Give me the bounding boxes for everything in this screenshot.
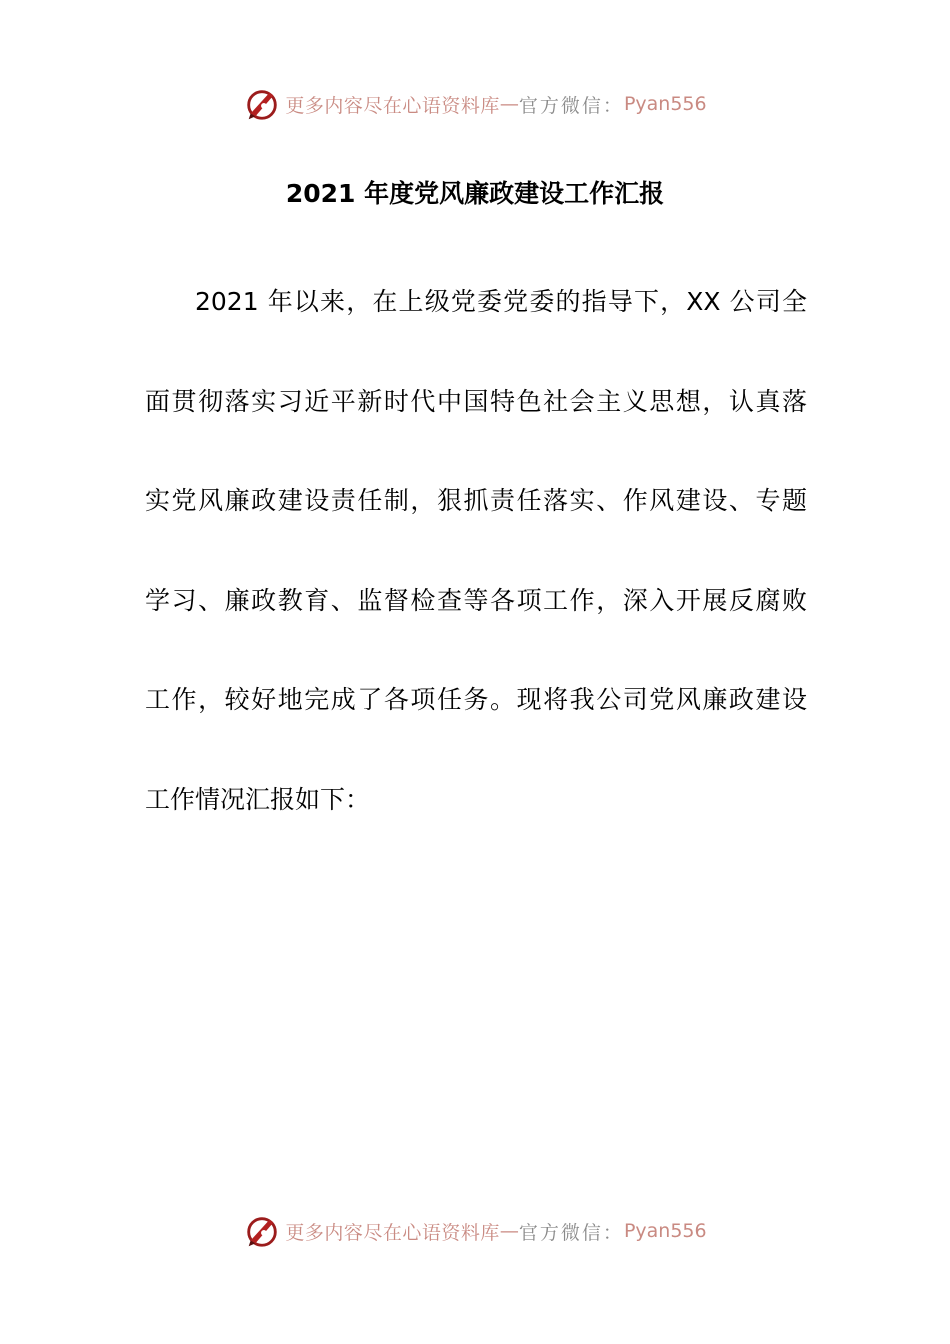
paragraph-line: 2021 年以来，在上级党委党委的指导下，XX 公司全 [195,287,807,316]
paragraph-line: 工作情况汇报如下： [145,784,371,814]
document-title: 2021 年度党风廉政建设工作汇报 [285,179,665,208]
pen-circle-logo-icon [243,85,281,123]
paragraph-line: 学习、廉政教育、监督检查等各项工作，深入开展反腐败 [145,585,807,615]
watermark-account: Pyan556 [623,93,707,115]
watermark-official-label: 官方微信： [518,94,624,117]
pen-circle-logo-icon [243,1212,281,1250]
body-paragraph [145,280,807,878]
watermark-official-label: 官方微信： [518,1221,624,1244]
paragraph-line: 面贯彻落实习近平新时代中国特色社会主义思想，认真落 [145,386,807,416]
watermark-account: Pyan556 [623,1220,707,1242]
paragraph-line: 工作，较好地完成了各项任务。现将我公司党风廉政建设 [145,685,807,715]
header-watermark [0,82,950,126]
watermark-dash: — [499,93,519,115]
watermark-dash: — [499,1220,519,1242]
watermark-slogan: 更多内容尽在心语资料库 [285,1221,500,1244]
paragraph-line: 实党风廉政建设责任制，狠抓责任落实、作风建设、专题 [145,486,807,516]
watermark-slogan: 更多内容尽在心语资料库 [285,94,500,117]
footer-watermark [0,1209,950,1253]
